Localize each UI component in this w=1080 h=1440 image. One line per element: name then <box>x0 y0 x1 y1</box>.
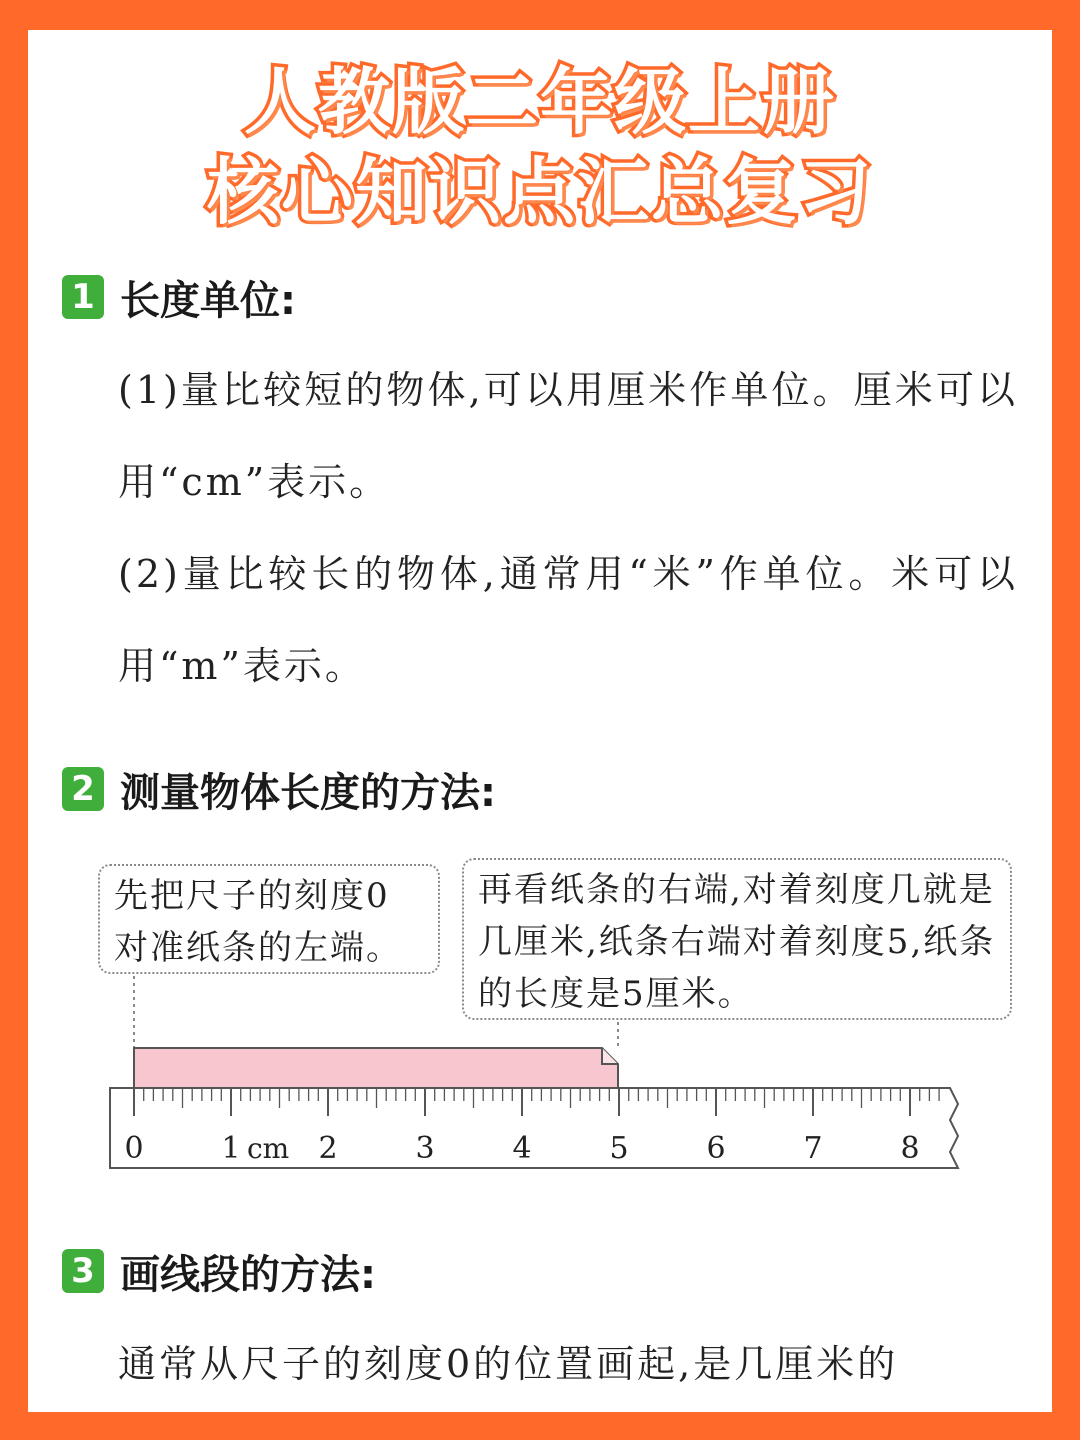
paper-strip-fold <box>602 1048 618 1064</box>
ruler-label-5: 5 <box>609 1131 629 1166</box>
section-3-paragraph-1: 通常从尺子的刻度0的位置画起,是几厘米的 <box>118 1342 899 1386</box>
callout-right: 再看纸条的右端,对着刻度几就是几厘米,纸条右端对着刻度5,纸条的长度是5厘米。 <box>462 858 1012 1020</box>
ruler-label-8: 8 <box>900 1131 920 1166</box>
ruler-label-0: 0 <box>124 1131 144 1166</box>
section-3-title: 画线段的方法: <box>120 1251 376 1298</box>
section-2-number-badge: 2 <box>62 767 104 811</box>
section-1-paragraph-1: (1)量比较短的物体,可以用厘米作单位。厘米可以用“cm”表示。 <box>118 368 1018 504</box>
ruler-label-4: 4 <box>512 1131 532 1166</box>
section-1-number-badge: 1 <box>62 275 104 319</box>
ruler-label-2: 2 <box>318 1131 338 1166</box>
section-3-header <box>62 1246 376 1296</box>
section-1-paragraph-2: (2)量比较长的物体,通常用“米”作单位。米可以用“m”表示。 <box>118 552 1018 688</box>
ruler-diagram <box>28 30 1052 1412</box>
ruler-label-3: 3 <box>415 1131 435 1166</box>
ruler-label-1: 1 <box>221 1131 241 1166</box>
page <box>28 30 1052 1412</box>
title-line-2: 核心知识点汇总复习 <box>206 150 873 234</box>
section-1-title: 长度单位: <box>120 277 296 324</box>
section-3-number-badge: 3 <box>62 1249 104 1293</box>
section-2-title: 测量物体长度的方法: <box>120 769 496 816</box>
ruler-label-6: 6 <box>706 1131 726 1166</box>
ruler-unit-label: cm <box>247 1132 290 1165</box>
paper-strip <box>134 1048 618 1088</box>
ruler-label-7: 7 <box>803 1131 823 1166</box>
title-line-1: 人教版二年级上册 <box>243 60 836 144</box>
callout-left: 先把尺子的刻度0对准纸条的左端。 <box>98 864 440 974</box>
